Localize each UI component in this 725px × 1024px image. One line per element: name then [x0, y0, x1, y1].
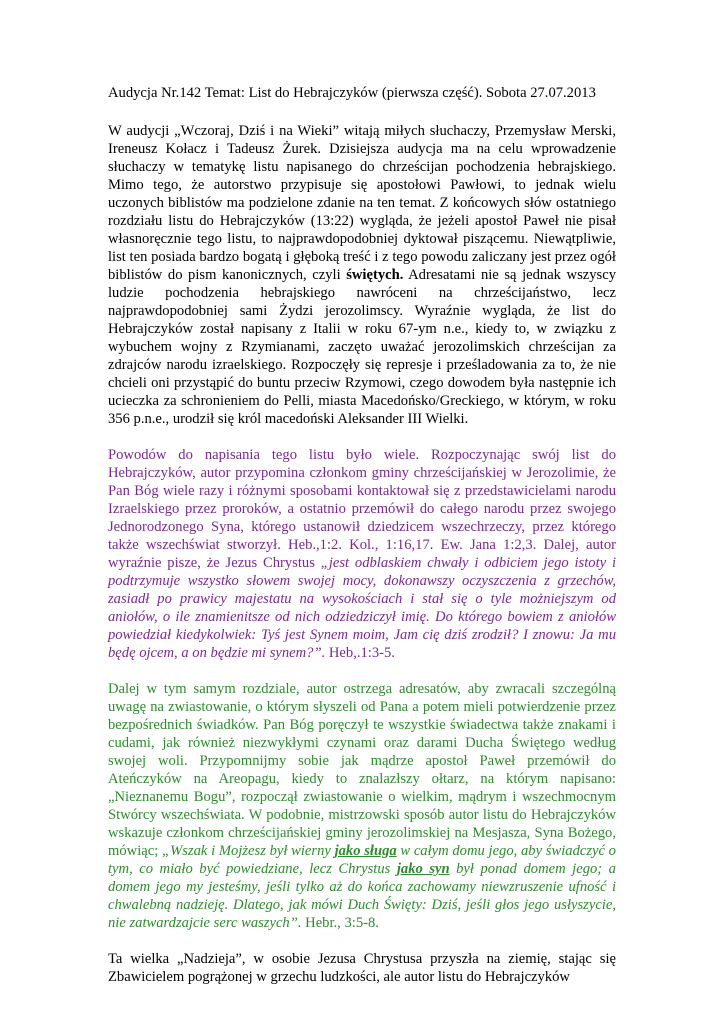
- intro-text: W audycji „Wczoraj, Dziś i na Wieki” witają miłych słuchaczy, Przemysław Merski, Ireneusz Kołacz i Tadeusz Żurek. Dzisiejsza audycja ma na celu wprowadzenie słuchaczy w tematykę listu napisanego do chrześcijan pochodzenia hebrajskiego. Mimo tego, że autorstwo przypisuje się apostołowi Pawłowi, to jednak wielu uczonych biblistów ma podzielone zdanie na ten temat. Z końcowych słów ostatniego rozdziału listu do Hebrajczyków (13:22) wygląda, że jeżeli apostoł Paweł nie pisał własnoręcznie tego listu, to najprawdopodobniej dyktował piszącemu. Niewątpliwie, list ten posiada bardzo bogatą i głęboką treść i z tego powodu zaliczany jest przez ogół biblistów do pism kanonicznych, czyli: [108, 123, 616, 283]
- hope-text: Ta wielka „Nadzieja”, w osobie Jezusa Chrystusa przyszła na ziemię, stając się Zbawicielem pogrążonej w grzechu ludzkości, ale autor listu do Hebrajczyków: [108, 951, 616, 985]
- warning-quote-part-2: w całym domu jego, aby świadczyć o tym, co miało być powiedziane, lecz Chrystus: [108, 843, 616, 877]
- emphasis-jako-syn: jako syn: [396, 861, 450, 877]
- intro-bold-word: świętych.: [346, 267, 404, 283]
- document-header: Audycja Nr.142 Temat: List do Hebrajczyków (pierwsza część). Sobota 27.07.2013: [108, 85, 596, 101]
- warning-text: Dalej w tym samym rozdziale, autor ostrzega adresatów, aby zwracali szczególną uwagę na zwiastowanie, o którym słyszeli od Pana a potem mieli potwierdzenie przez bezpośrednich świadków. Pan Bóg poręczył te wszystkie świadectwa także znakami i cudami, jak również niezwykłymi czynami oraz darami Ducha Świętego według swojej woli. Przypomnijmy sobie jak mądrze apostoł Paweł przemówił do Ateńczyków na Areopagu, kiedy to znalazłszy ołtarz, na którym napisano: „Nieznanemu Bogu”, rozpoczął zwiastowanie o wielkim, mądrym i wszechmocnym Stwórcy wszechświata. W podobnie, mistrzowski sposób autor listu do Hebrajczyków wskazuje członkom chrześcijańskiej gminy jerozolimskiej na Mesjasza, Syna Bożego, mówiąc;: [108, 681, 616, 859]
- document-page: [108, 84, 616, 1004]
- paragraph-warning: [108, 680, 616, 932]
- reasons-text: Powodów do napisania tego listu było wiele. Rozpoczynając swój list do Hebrajczyków, autor przypomina członkom gminy chrześcijańskiej w Jerozolimie, że Pan Bóg wiele razy i różnymi sposobami kontaktował się z przedstawicielami narodu Izraelskiego przez proroków, a ostatnio przemówił do całego narodu przez swojego Jednorodzonego Syna, którego ustanowił dziedzicem wszechrzeczy, przez którego także wszechświat stworzył. Heb.,1:2. Kol., 1:16,17. Ew. Jana 1:2,3. Dalej, autor wyraźnie pisze, że Jezus Chrystus: [108, 447, 616, 571]
- reasons-reference: Heb,.1:3-5.: [325, 645, 395, 661]
- warning-quote-part-1: „Wszak i Mojżesz był wierny: [161, 843, 335, 859]
- warning-reference: Hebr., 3:5-8.: [301, 915, 379, 931]
- paragraph-intro: [108, 122, 616, 428]
- paragraph-hope: [108, 950, 616, 986]
- paragraph-reasons: [108, 446, 616, 662]
- intro-text-continued: Adresatami nie są jednak wszyscy ludzie pochodzenia hebrajskiego nawróceni na chrześcijaństwo, lecz najprawdopodobniej sami Żydzi jerozolimscy. Wyraźnie wygląda, że list do Hebrajczyków został napisany z Italii w roku 67-ym n.e., kiedy to, w związku z wybuchem wojny z Rzymianami, zaczęto uważać jerozolimskich chrześcijan za zdrajców narodu izraelskiego. Rozpoczęły się represje i prześladowania za to, że nie chcieli oni przystąpić do buntu przeciw Rzymowi, czego dowodem była następnie ich ucieczka za schronieniem do Pelli, miasta Macedońsko/Greckiego, w którym, w roku 356 p.n.e., urodził się król macedoński Aleksander III Wielki.: [108, 267, 616, 427]
- warning-quote-part-3: był ponad domem jego; a domem jego my jesteśmy, jeśli tylko aż do końca zachowamy niewzruszenie ufność i chwalebną nadzieję. Dlatego, jak mówi Duch Święty: Dziś, jeśli głos jego usłyszycie, nie zatwardzajcie serc waszych”.: [108, 861, 616, 931]
- emphasis-jako-sluga: jako sługa: [334, 843, 397, 859]
- reasons-quote: „jest odblaskiem chwały i odbiciem jego istoty i podtrzymuje wszystko słowem swojej mocy, dokonawszy oczyszczenia z grzechów, zasiadł po prawicy majestatu na wysokościach i stał się o tyle możniejszym od aniołów, o ile znamienitsze od nich odziedziczył imię. Do którego bowiem z aniołów powiedział kiedykolwiek: Tyś jest Synem moim, Jam cię dziś zrodził? I znowu: Ja mu będę ojcem, a on będzie mi synem?”.: [108, 555, 616, 661]
